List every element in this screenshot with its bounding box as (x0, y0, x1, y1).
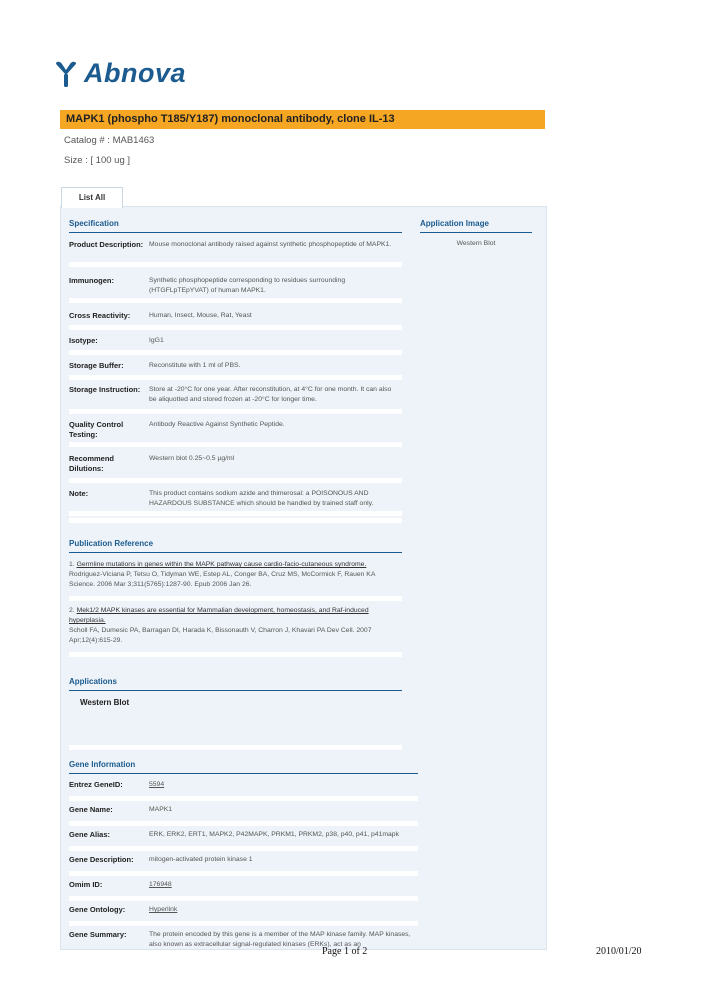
spec-value: Western blot 0.25~0.5 µg/ml (149, 455, 235, 462)
gene-label: Entrez GeneID: (69, 780, 123, 789)
publication-title-link[interactable]: Germline mutations in genes within the MAPK pathway cause cardio-facio-cutaneous syndrome. (76, 561, 367, 568)
spec-row-storage-buffer (69, 361, 402, 385)
gene-row-omim-id (69, 880, 418, 904)
publication-title-link[interactable]: Mek1/2 MAPK kinases are essential for Mammalian development, homeostasis, and Raf-induced hyperplasia. (69, 607, 369, 624)
product-size: Size : [ 100 ug ] (64, 155, 131, 166)
catalog-number: Catalog # : MAB1463 (64, 135, 155, 146)
publication-divider (69, 552, 402, 553)
row-divider (69, 596, 402, 601)
publication-citation: Rodriguez-Viciana P, Tetsu O, Tidyman WE, Estep AL, Conger BA, Cruz MS, McCormick F, Rauen KA Science. 2006 Mar 3;311(5765):1287-90. Epub 2006 Jan 26. (69, 571, 375, 588)
spec-row-cross-reactivity (69, 311, 402, 335)
spec-row-storage-instruction (69, 385, 402, 417)
entrez-gene-link[interactable]: 5594 (149, 781, 165, 788)
publication-item-1 (69, 560, 402, 590)
spec-row-isotype (69, 336, 402, 360)
row-divider (69, 821, 418, 826)
gene-row-description (69, 855, 418, 879)
row-divider (69, 298, 402, 303)
spec-label: Immunogen: (69, 276, 114, 285)
spec-value: Synthetic phosphopeptide corresponding to residues surrounding (HTGFLpTEpYVAT) of human MAPK1. (149, 277, 346, 294)
row-divider (69, 896, 418, 901)
row-divider (69, 846, 418, 851)
spec-label: Product Description: (69, 240, 144, 249)
gene-value: The protein encoded by this gene is a member of the MAP kinase family. MAP kinases, also known as extracellular signal-regulated kinases (ERKs), act as an (149, 931, 411, 948)
row-divider (69, 871, 418, 876)
row-divider (69, 518, 402, 523)
publication-number: 1. (69, 561, 75, 568)
row-divider (69, 262, 402, 267)
specification-heading: Specification (69, 219, 119, 228)
applications-divider (69, 690, 402, 691)
gene-row-name (69, 805, 418, 829)
gene-label: Gene Name: (69, 805, 113, 814)
spec-label: Storage Instruction: (69, 385, 141, 394)
row-divider (69, 796, 418, 801)
row-divider (69, 652, 402, 657)
spec-value: Reconstitute with 1 ml of PBS. (149, 362, 241, 369)
publication-item-2 (69, 606, 402, 646)
row-divider (69, 745, 402, 750)
row-divider (69, 409, 402, 414)
publication-citation: Scholl FA, Dumesic PA, Barragan DI, Harada K, Bissonauth V, Charron J, Khavari PA Dev Cell. 2007 Apr;12(4):615-29. (69, 627, 372, 644)
application-image-divider (420, 232, 532, 233)
gene-value: mitogen-activated protein kinase 1 (149, 856, 253, 863)
specification-divider (69, 232, 402, 233)
brand-name: Abnova (84, 58, 187, 88)
application-image-label[interactable]: Western Blot (456, 240, 496, 247)
row-divider (69, 350, 402, 355)
abnova-logo[interactable] (52, 58, 186, 89)
spec-row-quality-control (69, 420, 402, 452)
spec-label: Recommend Dilutions: (69, 454, 115, 473)
spec-value: Mouse monoclonal antibody raised against synthetic phosphopeptide of MAPK1. (149, 241, 392, 248)
spec-label: Storage Buffer: (69, 361, 124, 370)
gene-label: Gene Ontology: (69, 905, 126, 914)
row-divider (69, 325, 402, 330)
gene-row-entrez-id (69, 780, 418, 804)
spec-value: This product contains sodium azide and thimerosal: a POISONOUS AND HAZARDOUS SUBSTANCE which should be handled by trained staff only. (149, 490, 374, 507)
product-title: MAPK1 (phospho T185/Y187) monoclonal antibody, clone IL-13 (60, 110, 545, 129)
spec-label: Isotype: (69, 336, 98, 345)
omim-link[interactable]: 176948 (149, 881, 172, 888)
print-date: 2010/01/20 (596, 946, 642, 957)
spec-row-note (69, 489, 402, 523)
publication-heading: Publication Reference (69, 539, 154, 548)
gene-label: Omim ID: (69, 880, 103, 889)
row-divider (69, 442, 402, 447)
spec-value: Human, Insect, Mouse, Rat, Yeast (149, 312, 252, 319)
spec-label: Note: (69, 489, 89, 498)
publication-number: 2. (69, 607, 75, 614)
spec-row-product-description (69, 240, 402, 272)
gene-label: Gene Alias: (69, 830, 110, 839)
row-divider (69, 921, 418, 926)
spec-value: Store at -20°C for one year. After reconstitution, at 4°C for one month. It can also be aliquotted and stored frozen at -20°C for longer time. (149, 386, 392, 403)
gene-row-ontology (69, 905, 418, 929)
applications-heading: Applications (69, 677, 118, 686)
gene-label: Gene Summary: (69, 930, 127, 939)
gene-value: ERK, ERK2, ERT1, MAPK2, P42MAPK, PRKM1, PRKM2, p38, p40, p41, p41mapk (149, 831, 399, 838)
gene-info-divider (69, 773, 418, 774)
abnova-logo-icon (52, 60, 80, 88)
application-image-heading: Application Image (420, 219, 489, 228)
gene-label: Gene Description: (69, 855, 134, 864)
row-divider (69, 375, 402, 380)
row-divider (69, 478, 402, 483)
gene-row-alias (69, 830, 418, 854)
spec-value: IgG1 (149, 337, 164, 344)
gene-value: MAPK1 (149, 806, 173, 813)
spec-label: Cross Reactivity: (69, 311, 131, 320)
row-divider (69, 511, 402, 516)
application-item: Western Blot (80, 698, 130, 707)
page-number: Page 1 of 2 (322, 946, 368, 957)
gene-ontology-link[interactable]: Hyperlink (149, 906, 178, 913)
spec-row-recommend-dilutions (69, 454, 402, 486)
spec-label: Quality Control Testing: (69, 420, 124, 439)
tab-list-all[interactable]: List All (61, 187, 123, 208)
gene-info-heading: Gene Information (69, 760, 136, 769)
spec-value: Antibody Reactive Against Synthetic Peptide. (149, 421, 285, 428)
spec-row-immunogen (69, 276, 402, 308)
